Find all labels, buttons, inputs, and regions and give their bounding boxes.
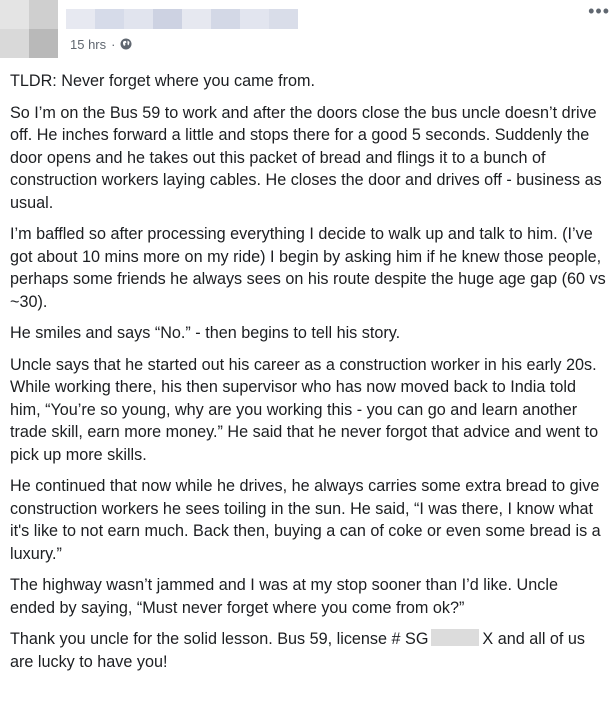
post-meta [70,35,132,53]
paragraph-tldr: TLDR: Never forget where you came from. [10,72,315,90]
timestamp[interactable]: 15 hrs [70,36,107,52]
paragraph: I’m baffled so after processing everything I decide to walk up and talk to him. (I’ve got about 10 mins more on my ride) I begin by asking him if he knew those people, perhaps some friends he always sees on his route despite the huge age gap (60 vs ~30). [10,225,606,311]
avatar[interactable] [0,0,58,58]
license-redaction [431,629,479,646]
more-options-icon[interactable]: ••• [588,1,610,21]
paragraph: So I’m on the Bus 59 to work and after the doors close the bus uncle doesn’t drive off. He inches forward a little and stops there for a good 5 seconds. Suddenly the door opens and he takes out this packet of bread and flings it to a bunch of construction workers laying cables. He closes the door and drives off - business as usual. [10,103,602,212]
paragraph: He continued that now while he drives, he always carries some extra bread to give construction workers he sees toiling in the sun. He said, “I was there, I know what it's like to not earn much. Back then, buying a can of coke or even some bread is a luxury.” [10,477,601,563]
paragraph: The highway wasn’t jammed and I was at my stop sooner than I’d like. Uncle ended by saying, “Must never forget where you come from ok?” [10,576,558,617]
paragraph: He smiles and says “No.” - then begins to tell his story. [10,324,401,342]
paragraph: Uncle says that he started out his career as a construction worker in his early 20s. While working there, his then supervisor who has now moved back to India told him, “You’re so young, why are you working this - you can go and learn another trade skill, earn more money.” He said that he never forgot that advice and went to pick up more skills. [10,355,599,464]
author-name-redacted[interactable] [66,9,298,29]
post-header [0,0,616,62]
paragraph-closing [10,628,606,673]
closing-text-start: Thank you uncle for the solid lesson. Bus 59, license # SG [10,630,429,648]
post-body [10,70,606,682]
globe-icon[interactable] [120,38,132,50]
closing-text-end: X and all of us are lucky to have you! [10,630,586,671]
meta-separator: · [111,36,116,52]
